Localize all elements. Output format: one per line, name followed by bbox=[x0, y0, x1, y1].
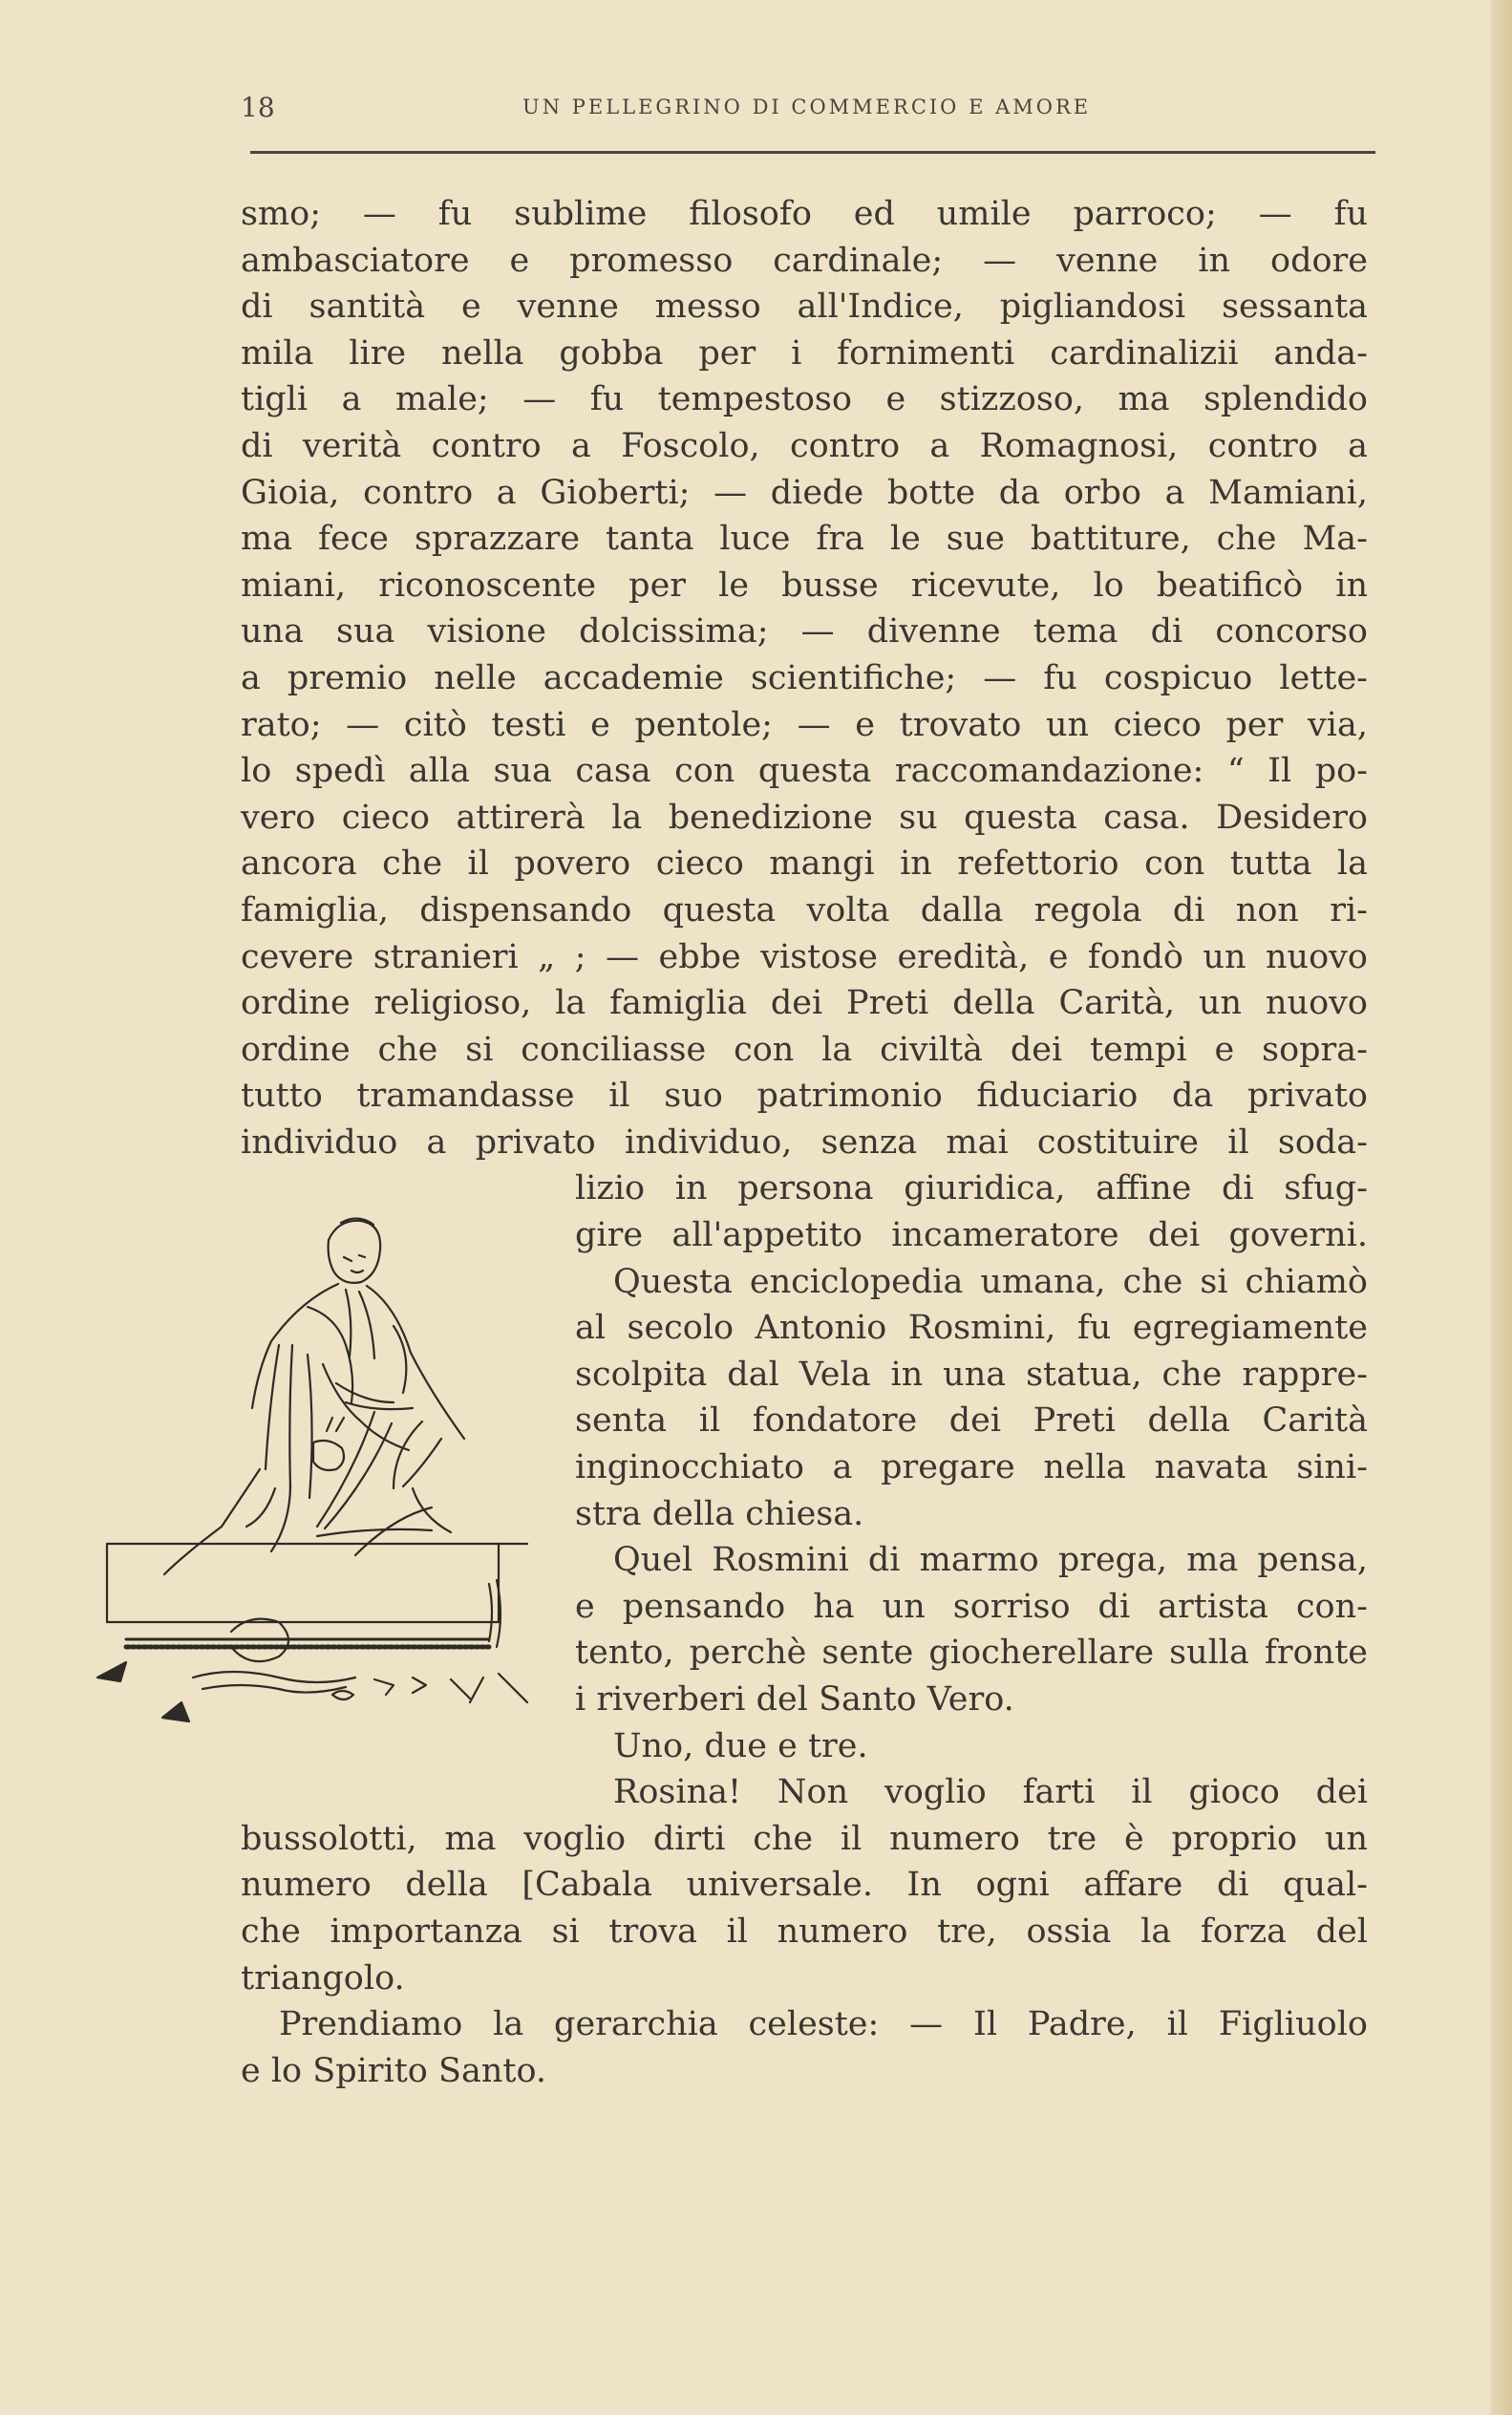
page-number: 18 bbox=[241, 92, 275, 123]
text-line: vero cieco attirerà la benedizione su questa casa. Desidero bbox=[241, 798, 1368, 837]
text-line: tutto tramandasse il suo patrimonio fiduciario da privato bbox=[241, 1077, 1368, 1116]
text-line: i riverberi del Santo Vero. bbox=[575, 1680, 1014, 1719]
text-line: triangolo. bbox=[241, 1958, 405, 1998]
text-line: bussolotti, ma voglio dirti che il numero tre è proprio un bbox=[241, 1819, 1368, 1858]
text-line: una sua visione dolcissima; — divenne tema di concorso bbox=[241, 612, 1368, 652]
text-line: rato; — citò testi e pentole; — e trovato un cieco per via, bbox=[241, 705, 1368, 744]
text-line: famiglia, dispensando questa volta dalla regola di non ri- bbox=[241, 890, 1368, 930]
text-line: miani, riconoscente per le busse ricevute, lo beatificò in bbox=[241, 566, 1368, 605]
running-title: UN PELLEGRINO DI COMMERCIO E AMORE bbox=[522, 96, 1092, 118]
header-rule bbox=[250, 151, 1375, 154]
page-edge-shadow bbox=[1491, 0, 1512, 2415]
text-line: tigli a male; — fu tempestoso e stizzoso, ma splendido bbox=[241, 380, 1368, 419]
text-line: individuo a privato individuo, senza mai costituire il soda- bbox=[241, 1122, 1368, 1162]
text-line: e pensando ha un sorriso di artista con- bbox=[575, 1587, 1368, 1626]
text-line: smo; — fu sublime filosofo ed umile parroco; — fu bbox=[241, 195, 1368, 233]
text-line: cevere stranieri „ ; — ebbe vistose eredità, e fondò un nuovo bbox=[241, 937, 1368, 976]
text-line: ambasciatore e promesso cardinale; — venne in odore bbox=[241, 241, 1368, 280]
text-line: ordine che si conciliasse con la civiltà dei tempi e sopra- bbox=[241, 1030, 1368, 1069]
text-line: Rosina! Non voglio farti il gioco dei bbox=[613, 1773, 1368, 1812]
page-header bbox=[241, 92, 1377, 130]
text-line: lizio in persona giuridica, affine di sfug- bbox=[575, 1169, 1368, 1208]
text-line: numero della [Cabala universale. In ogni affare di qual- bbox=[241, 1866, 1368, 1905]
text-line: ancora che il povero cieco mangi in refettorio con tutta la bbox=[241, 844, 1368, 884]
text-line: mila lire nella gobba per i fornimenti cardinalizii anda- bbox=[241, 333, 1368, 373]
text-line: tento, perchè sente giocherellare sulla fronte bbox=[575, 1634, 1368, 1673]
text-line: che importanza si trova il numero tre, ossia la forza del bbox=[241, 1912, 1368, 1951]
text-line: stra della chiesa. bbox=[575, 1494, 864, 1533]
rosmini-statue-illustration bbox=[88, 1202, 556, 1775]
text-line: inginocchiato a pregare nella navata sini- bbox=[575, 1448, 1368, 1487]
text-line: al secolo Antonio Rosmini, fu egregiamente bbox=[575, 1309, 1368, 1348]
text-line: Prendiamo la gerarchia celeste: — Il Padre, il Figliuolo bbox=[279, 2005, 1368, 2044]
text-line: ma fece sprazzare tanta luce fra le sue battiture, che Ma- bbox=[241, 520, 1368, 559]
text-line: Gioia, contro a Gioberti; — diede botte da orbo a Mamiani, bbox=[241, 473, 1368, 512]
text-line: scolpita dal Vela in una statua, che rappre- bbox=[575, 1355, 1368, 1394]
text-line: Quel Rosmini di marmo prega, ma pensa, bbox=[613, 1541, 1368, 1580]
body-text bbox=[241, 191, 1368, 2094]
text-line: gire all'appetito incameratore dei governi. bbox=[575, 1216, 1368, 1255]
text-line: senta il fondatore dei Preti della Carità bbox=[575, 1401, 1368, 1441]
statue-drawing bbox=[88, 1202, 556, 1775]
text-line: lo spedì alla sua casa con questa raccomandazione: “ Il po- bbox=[241, 752, 1368, 791]
text-line: a premio nelle accademie scientifiche; — fu cospicuo lette- bbox=[241, 658, 1368, 697]
text-line: Uno, due e tre. bbox=[613, 1726, 868, 1765]
text-line: di santità e venne messo all'Indice, pigliandosi sessanta bbox=[241, 288, 1368, 327]
text-line: Questa enciclopedia umana, che si chiamò bbox=[613, 1262, 1368, 1301]
text-line: ordine religioso, la famiglia dei Preti della Carità, un nuovo bbox=[241, 984, 1368, 1023]
text-line: e lo Spirito Santo. bbox=[241, 2051, 547, 2090]
text-line: di verità contro a Foscolo, contro a Romagnosi, contro a bbox=[241, 426, 1368, 465]
